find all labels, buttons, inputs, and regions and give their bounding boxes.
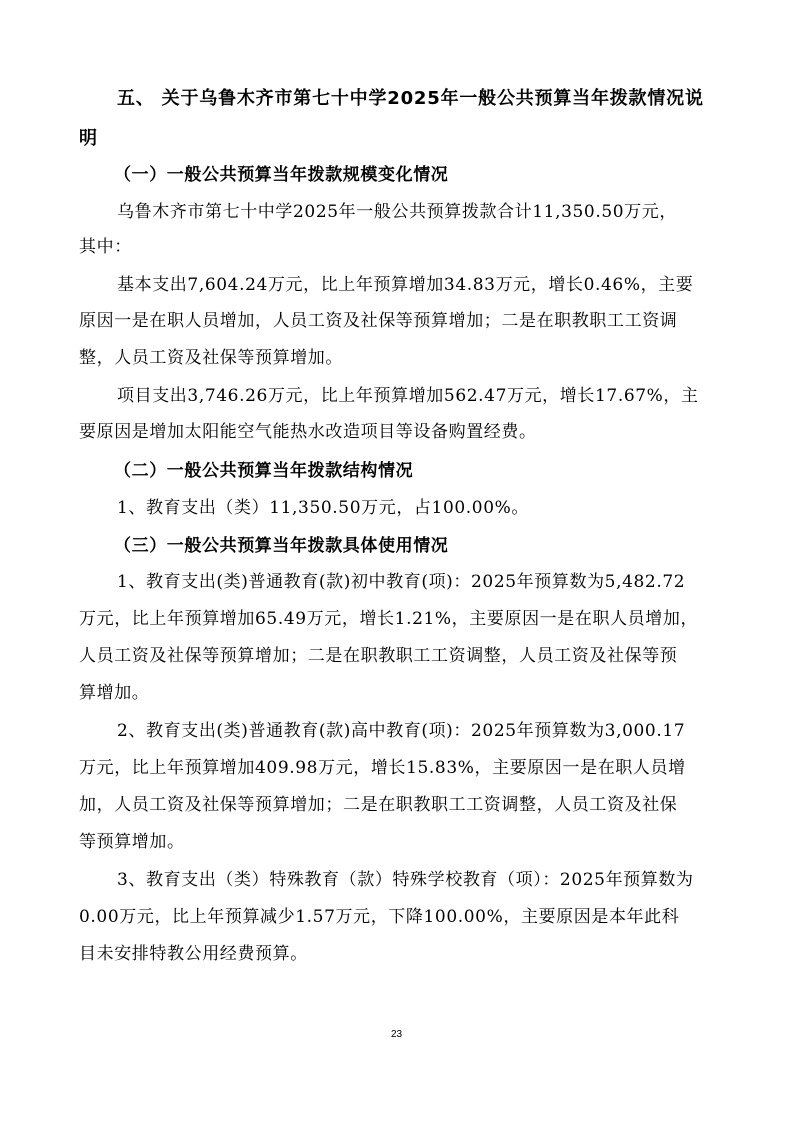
part1-paragraph1-line2: 其中： xyxy=(79,237,132,257)
section-title: 五、 关于乌鲁木齐市第七十中学2025年一般公共预算当年拨款情况说 xyxy=(117,88,704,109)
part1-paragraph2-line3: 整，人员工资及社保等预算增加。 xyxy=(79,348,343,368)
part3-item3-line1: 3、教育支出（类）特殊教育（款）特殊学校教育（项）：2025年预算数为 xyxy=(117,870,694,890)
page-number: 23 xyxy=(390,1029,403,1040)
part2-paragraph1: 1、教育支出（类）11,350.50万元，占100.00%。 xyxy=(117,498,529,518)
section-title-continued: 明 xyxy=(79,128,98,149)
part3-item1-line3: 人员工资及社保等预算增加；二是在职教职工工资调整，人员工资及社保等预 xyxy=(79,646,678,666)
part1-paragraph1-line1: 乌鲁木齐市第七十中学2025年一般公共预算拨款合计11,350.50万元， xyxy=(117,202,677,222)
part1-paragraph3-line1: 项目支出3,746.26万元，比上年预算增加562.47万元，增长17.67%，主 xyxy=(117,386,699,406)
part3-item1-line4: 算增加。 xyxy=(79,683,150,703)
part2-heading: （二）一般公共预算当年拨款结构情况 xyxy=(114,461,414,481)
part3-item1-line1: 1、教育支出(类)普通教育(款)初中教育(项)：2025年预算数为5,482.72 xyxy=(117,572,686,592)
part3-item3-line3: 目未安排特教公用经费预算。 xyxy=(79,944,308,964)
part3-heading: （三）一般公共预算当年拨款具体使用情况 xyxy=(114,536,449,556)
part3-item2-line1: 2、教育支出(类)普通教育(款)高中教育(项)：2025年预算数为3,000.17 xyxy=(117,721,686,741)
part1-paragraph2-line1: 基本支出7,604.24万元，比上年预算增加34.83万元，增长0.46%，主要 xyxy=(117,275,694,295)
part1-paragraph3-line2: 要原因是增加太阳能空气能热水改造项目等设备购置经费。 xyxy=(79,422,537,442)
part1-paragraph2-line2: 原因一是在职人员增加，人员工资及社保等预算增加；二是在职教职工工资调 xyxy=(79,311,678,331)
part3-item2-line3: 加，人员工资及社保等预算增加；二是在职教职工工资调整，人员工资及社保 xyxy=(79,795,678,815)
part3-item2-line4: 等预算增加。 xyxy=(79,832,185,852)
part3-item2-line2: 万元，比上年预算增加409.98万元，增长15.83%，主要原因一是在职人员增 xyxy=(79,758,686,778)
part3-item1-line2: 万元，比上年预算增加65.49万元，增长1.21%，主要原因一是在职人员增加， xyxy=(79,609,699,629)
part3-item3-line2: 0.00万元，比上年预算减少1.57万元，下降100.00%，主要原因是本年此科 xyxy=(79,907,680,927)
part1-heading: （一）一般公共预算当年拨款规模变化情况 xyxy=(114,165,449,185)
